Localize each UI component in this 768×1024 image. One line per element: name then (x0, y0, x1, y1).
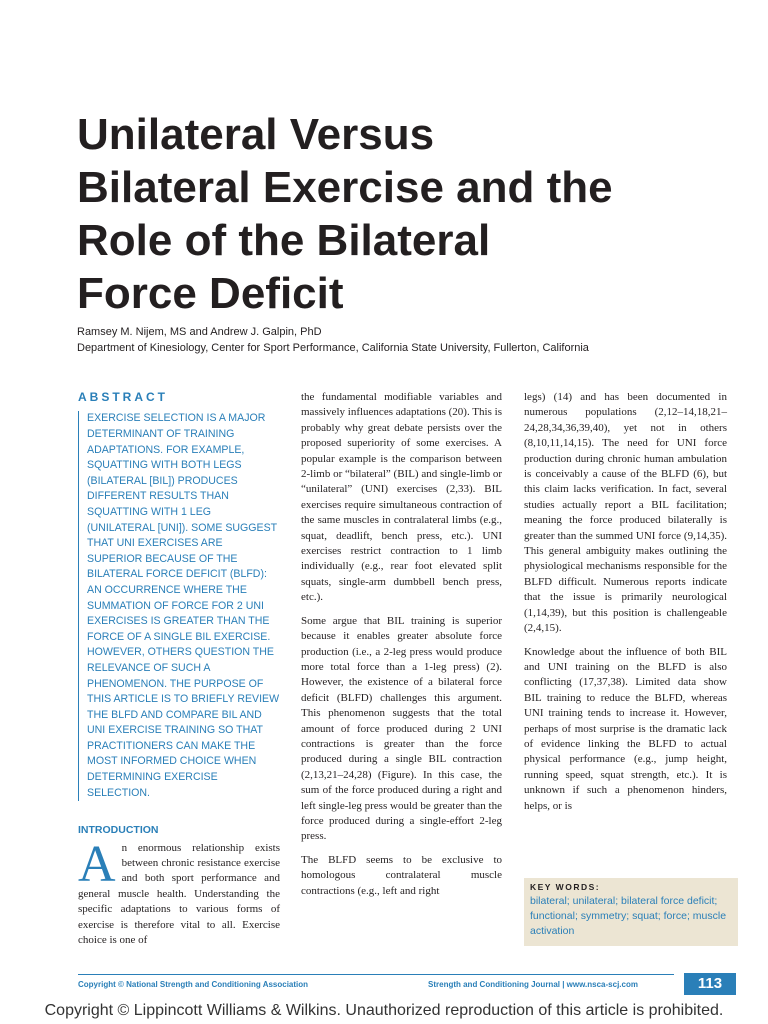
paragraph: the fundamental modifiable variables and massively influences adaptations (20). This is probably why great debate persists over the proposed superiority of some exercises. A popular example is the comparison between 2-limb or “bilateral” (BIL) and single-limb or “unilateral” (UNI) exercises (2,33). BIL exercises require simultaneous contraction of the same muscles in contralateral limbs (e.g., squat, deadlift, bench press, etc.). UNI exercises restrict contraction to 1 limb individually (e.g., rear foot elevated split squats, single-arm dumbbell bench press, etc.). (301, 391, 502, 604)
keywords-heading: KEY WORDS: (530, 882, 601, 892)
paragraph: Knowledge about the influence of both BIL and UNI training on the BLFD is also conflicting (17,37,38). Limited data show BIL training to reduce the BLFD, whereas UNI training tends to increase it. However, perhaps of most surprise is the dramatic lack of evidence linking the BLFD to actual physical performance (e.g., jump height, running speed, squat strength, etc.). It is unknown if such a phenomenon hinders, helps, or is (524, 645, 727, 812)
page-number: 113 (684, 973, 736, 995)
column-1 (78, 390, 280, 949)
paragraph: legs) (14) and has been documented in numerous populations (2,12–14,18,21–24,28,34,36,39,40), yet not in others (8,10,11,14,15). The need for UNI force production during chronic human ambulation is conceivably a cause of the BLFD (6), but this claim lacks verification. In fact, several studies actually report a BIL facilitation; meaning the force produced bilaterally is greater than the summed UNI force (9,14,35). This general ambiguity makes outlining the physiological mechanisms responsible for the BLFD difficult. Numerous reports indicate that the issue is primarily neurological (1,14,39), but this position is challengeable (2,4,15). (524, 391, 727, 635)
abstract-body: EXERCISE SELECTION IS A MAJOR DETERMINANT OF TRAINING ADAPTATIONS. FOR EXAMPLE, SQUATTING WITH BOTH LEGS (BILATERAL [BIL]) PRODUCES DIFFERENT RESULTS THAN SQUATTING WITH 1 LEG (UNILATERAL [UNI]). SOME SUGGEST THAT UNI EXERCISES ARE SUPERIOR BECAUSE OF THE BILATERAL FORCE DEFICIT (BLFD): AN OCCURRENCE WHERE THE SUMMATION OF FORCE FOR 2 UNI EXERCISES IS GREATER THAN THE FORCE OF A SINGLE BIL EXERCISE. HOWEVER, OTHERS QUESTION THE RELEVANCE OF SUCH A PHENOMENON. THE PURPOSE OF THIS ARTICLE IS TO BRIEFLY REVIEW THE BLFD AND COMPARE BIL AND UNI EXERCISE TRAINING SO THAT PRACTITIONERS CAN MAKE THE MOST INFORMED CHOICE WHEN DETERMINING EXERCISE SELECTION. (78, 411, 280, 801)
footer-copyright: Copyright © National Strength and Conditioning Association (78, 980, 309, 989)
column-3 (524, 390, 727, 822)
keywords-box (524, 878, 738, 946)
title-line: Bilateral Exercise and the (77, 163, 613, 212)
copyright-notice: Copyright © Lippincott Williams & Wilkins. Unauthorized reproduction of this article is prohibited. (44, 1002, 724, 1019)
footer-journal: Strength and Conditioning Journal | www.nsca-scj.com (428, 980, 638, 989)
introduction-paragraph (78, 835, 280, 949)
column-2 (301, 390, 502, 907)
footer-divider (78, 974, 674, 975)
authors: Ramsey M. Nijem, MS and Andrew J. Galpin, PhD (77, 326, 322, 338)
abstract-heading: ABSTRACT (78, 390, 168, 404)
introduction-heading: INTRODUCTION (78, 824, 159, 837)
introduction-text: n enormous relationship exists between chronic resistance exercise and both sport performance and general muscle health. Understanding the specific adaptations to various forms of exercise is therefore vital to all. Exercise choice is one of (78, 841, 280, 947)
drop-cap: A (78, 835, 116, 893)
title-line: Force Deficit (77, 269, 344, 318)
author-block (77, 324, 757, 356)
title-line: Unilateral Versus (77, 110, 435, 159)
paragraph: The BLFD seems to be exclusive to homologous contralateral muscle contractions (e.g., left and right (301, 853, 502, 897)
title-line: Role of the Bilateral (77, 216, 491, 265)
paragraph: Some argue that BIL training is superior because it enables greater absolute force production (i.e., a 2-leg press would produce more total force than a 1-leg press) (2). However, the existence of a bilateral force deficit (BLFD) challenges this argument. This phenomenon suggests that the total amount of force produced during 2 UNI contractions is greater than the force produced during a single BIL contraction (2,13,21–24,28) (Figure). In this case, the sum of the force produced during a right and left single-leg press would be greater than the force produced during a single-effort 2-leg press. (301, 614, 502, 843)
article-title (77, 108, 757, 320)
affiliation: Department of Kinesiology, Center for Sport Performance, California State University, Fullerton, California (77, 342, 589, 354)
keywords-list: bilateral; unilateral; bilateral force deficit; functional; symmetry; squat; force; muscle activation (530, 895, 727, 937)
